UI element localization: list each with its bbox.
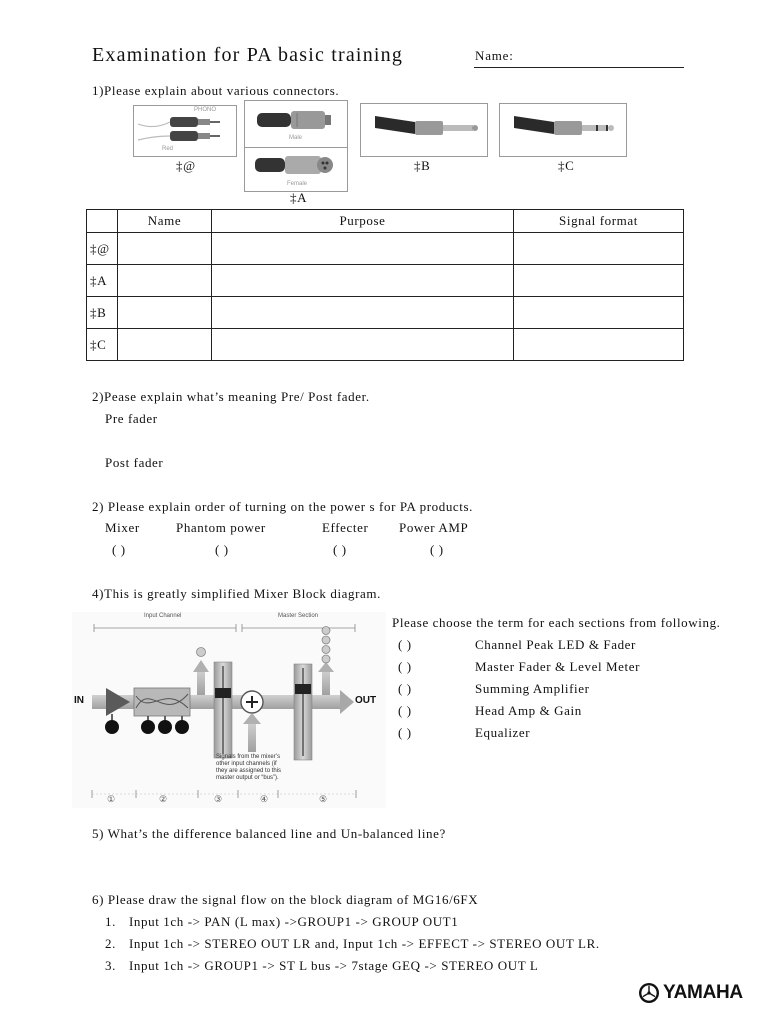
- ts-phone-plug-photo: [360, 103, 488, 157]
- order-blank[interactable]: ( ): [112, 542, 126, 557]
- page-title: Examination for PA basic training: [92, 44, 404, 66]
- rca-plug-icon: [134, 106, 236, 156]
- section-number-1: ①: [107, 794, 116, 804]
- answer-cell[interactable]: [514, 265, 684, 297]
- q6-item-number: 1.: [105, 914, 116, 929]
- row-label: ‡A: [87, 265, 118, 297]
- bus-note-line: Signals from the mixer’s: [216, 754, 281, 760]
- section-number-3: ③: [214, 794, 223, 804]
- q4-instruction: Please choose the term for each sections from following.: [392, 615, 721, 630]
- brand-wordmark: YAMAHA: [663, 982, 743, 1003]
- bus-note-line: master output or “bus”).: [216, 775, 279, 781]
- option-term: Equalizer: [475, 725, 531, 740]
- section-number-5: ⑤: [319, 794, 328, 804]
- yamaha-logo: [638, 982, 743, 1004]
- master-section-label: Master Section: [278, 613, 319, 619]
- table-row: [87, 233, 684, 265]
- answer-cell[interactable]: [514, 329, 684, 361]
- q5-question: 5) What’s the difference balanced line and Un-balanced line?: [92, 826, 446, 841]
- q3-question: 2) Please explain order of turning on the power s for PA products.: [92, 499, 474, 514]
- q2-question: 2)Pease explain what’s meaning Pre/ Post fader.: [92, 389, 370, 404]
- q6-item-number: 2.: [105, 936, 116, 951]
- q6-item-number: 3.: [105, 958, 116, 973]
- table-header-cell: [87, 210, 118, 233]
- option-blank[interactable]: ( ): [398, 725, 412, 740]
- power-item-amp: Power AMP: [399, 520, 469, 535]
- q4-question: 4)This is greatly simplified Mixer Block diagram.: [92, 586, 381, 601]
- answer-cell[interactable]: [514, 233, 684, 265]
- trs-phone-plug-photo: [499, 103, 627, 157]
- row-label: ‡C: [87, 329, 118, 361]
- row-label: ‡B: [87, 297, 118, 329]
- table-header-name: Name: [118, 210, 212, 233]
- rca-connector-photo: [133, 105, 237, 157]
- in-label: IN: [74, 695, 84, 706]
- connector-label-2: ‡A: [290, 190, 308, 205]
- option-term: Head Amp & Gain: [475, 703, 582, 718]
- q6-item-text: Input 1ch -> STEREO OUT LR and, Input 1ch -> EFFECT -> STEREO OUT LR.: [129, 936, 600, 951]
- trs-plug-icon: [500, 104, 626, 156]
- answer-cell[interactable]: [118, 233, 212, 265]
- answer-cell[interactable]: [212, 329, 514, 361]
- option-term: Master Fader & Level Meter: [475, 659, 641, 674]
- post-fader-label: Post fader: [105, 455, 164, 470]
- row-label: ‡@: [87, 233, 118, 265]
- q6-item-text: Input 1ch -> PAN (L max) ->GROUP1 -> GROUP OUT1: [129, 914, 459, 929]
- input-channel-label: Input Channel: [144, 613, 182, 619]
- option-term: Summing Amplifier: [475, 681, 590, 696]
- ts-plug-icon: [361, 104, 487, 156]
- section-number-4: ④: [260, 794, 269, 804]
- answer-cell[interactable]: [514, 297, 684, 329]
- connector-label-4: ‡C: [558, 158, 575, 173]
- answer-cell[interactable]: [118, 329, 212, 361]
- xlr-female-photo: [244, 147, 348, 192]
- bus-note-line: they are assigned to this: [216, 768, 282, 774]
- bus-note-line: other input channels (if: [216, 761, 277, 767]
- connector-table: [86, 209, 684, 361]
- option-term: Channel Peak LED & Fader: [475, 637, 636, 652]
- tuning-fork-emblem-icon: [638, 982, 660, 1004]
- power-item-mixer: Mixer: [105, 520, 140, 535]
- table-row: [87, 329, 684, 361]
- option-blank[interactable]: ( ): [398, 681, 412, 696]
- name-line[interactable]: [474, 67, 684, 68]
- table-row: [87, 297, 684, 329]
- rca-caption-top: PHONO: [194, 107, 217, 113]
- pre-fader-label: Pre fader: [105, 411, 158, 426]
- name-label: Name:: [475, 48, 514, 63]
- connector-label-1: ‡@: [176, 158, 196, 173]
- answer-cell[interactable]: [118, 265, 212, 297]
- table-header-row: [87, 210, 684, 233]
- power-item-phantom: Phantom power: [176, 520, 266, 535]
- table-row: [87, 265, 684, 297]
- q1-question: 1)Please explain about various connectors.: [92, 83, 340, 98]
- option-blank[interactable]: ( ): [398, 659, 412, 674]
- order-blank[interactable]: ( ): [430, 542, 444, 557]
- q6-item-text: Input 1ch -> GROUP1 -> ST L bus -> 7stage GEQ -> STEREO OUT L: [129, 958, 539, 973]
- answer-cell[interactable]: [212, 297, 514, 329]
- order-blank[interactable]: ( ): [333, 542, 347, 557]
- power-item-effecter: Effecter: [322, 520, 369, 535]
- table-header-purpose: Purpose: [212, 210, 514, 233]
- q6-question: 6) Please draw the signal flow on the block diagram of MG16/6FX: [92, 892, 479, 907]
- option-blank[interactable]: ( ): [398, 637, 412, 652]
- bus-note: [216, 754, 281, 782]
- order-blank[interactable]: ( ): [215, 542, 229, 557]
- xlr-male-caption: Male: [289, 135, 303, 141]
- out-label: OUT: [355, 695, 377, 706]
- table-header-signal-format: Signal format: [514, 210, 684, 233]
- mixer-block-diagram: [72, 612, 386, 808]
- answer-cell[interactable]: [118, 297, 212, 329]
- rca-caption-bottom: Red: [162, 146, 174, 152]
- option-blank[interactable]: ( ): [398, 703, 412, 718]
- answer-cell[interactable]: [212, 233, 514, 265]
- xlr-male-photo: [244, 100, 348, 148]
- answer-cell[interactable]: [212, 265, 514, 297]
- xlr-female-caption: Female: [287, 181, 308, 187]
- section-number-2: ②: [159, 794, 168, 804]
- connector-label-3: ‡B: [414, 158, 431, 173]
